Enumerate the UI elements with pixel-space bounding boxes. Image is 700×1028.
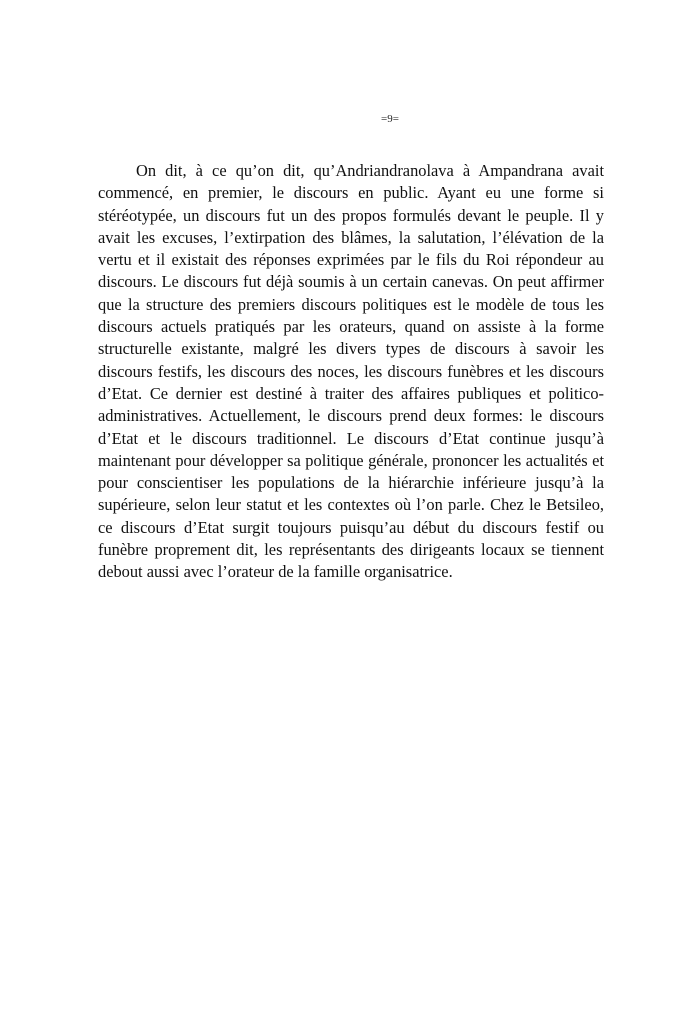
page-number: =9= [381, 113, 399, 125]
body-paragraph: On dit, à ce qu’on dit, qu’Andriandranolava à Ampandrana avait commencé, en premier, le discours en public. Ayant eu une forme si stéréotypée, un discours fut un des propos formulés devant le peuple. Il y avait les excuses, l’extirpation des blâmes, la salutation, l’élévation de la vertu et il existait des réponses exprimées par le fils du Roi répondeur au discours. Le discours fut déjà soumis à un certain canevas. On peut affirmer que la structure des premiers discours politiques est le modèle de tous les discours actuels pratiqués par les orateurs, quand on assiste à la forme structurelle existante, malgré les divers types de discours à savoir les discours festifs, les discours des noces, les discours funèbres et les discours d’Etat. Ce dernier est destiné à traiter des affaires publiques et politico-administratives. Actuellement, le discours prend deux formes: le discours d’Etat et le discours traditionnel. Le discours d’Etat continue jusqu’à maintenant pour développer sa politique générale, prononcer les actualités et pour conscientiser les populations de la hiérarchie inférieure jusqu’à la supérieure, selon leur statut et les contextes où l’on parle. Chez le Betsileo, ce discours d’Etat surgit toujours puisqu’au début du discours festif ou funèbre proprement dit, les représentants des dirigeants locaux se tiennent debout aussi avec l’orateur de la famille organisatrice. [98, 161, 604, 582]
